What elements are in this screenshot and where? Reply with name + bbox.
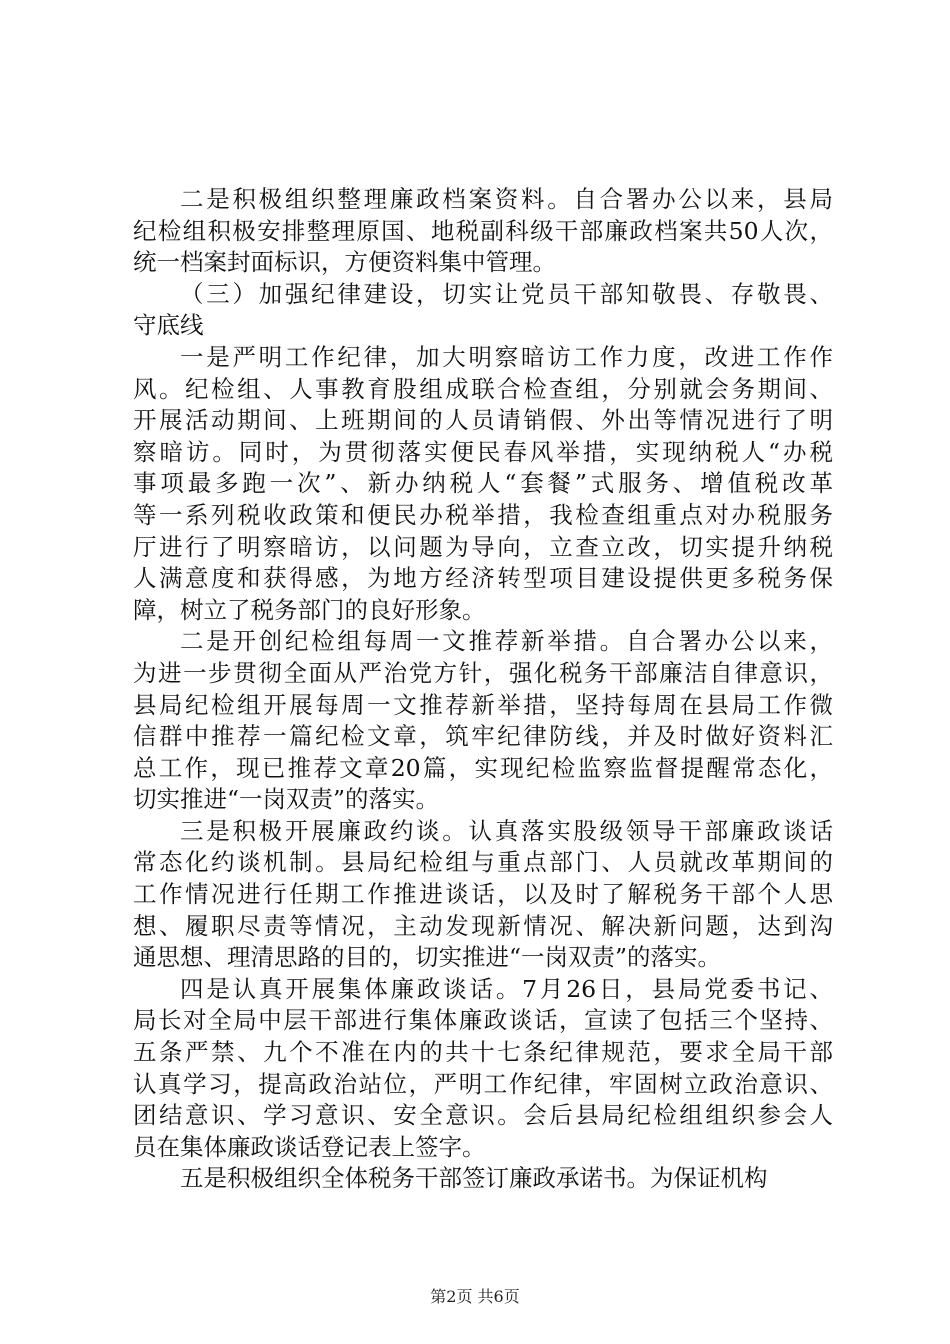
text-line: 厅进行了明察暗访，以问题为导向，立查立改，切实提升纳税 xyxy=(133,532,833,561)
text-line: 总工作，现已推荐文章20篇，实现纪检监察监督提醒常态化， xyxy=(133,753,833,782)
text-line: 纪检组积极安排整理原国、地税副科级干部廉政档案共50人次， xyxy=(133,216,833,245)
body-text xyxy=(133,184,833,1195)
text-line: 通思想、理清思路的目的，切实推进“一岗双责”的落实。 xyxy=(133,943,722,972)
text-line: 人满意度和获得感，为地方经济转型项目建设提供更多税务保 xyxy=(133,564,833,593)
text-line: 常态化约谈机制。县局纪检组与重点部门、人员就改革期间的 xyxy=(133,848,833,877)
text-line: 统一档案封面标识，方便资料集中管理。 xyxy=(133,248,556,277)
text-line: 信群中推荐一篇纪检文章，筑牢纪律防线，并及时做好资料汇 xyxy=(133,722,833,751)
page-number-footer: 第2页 共6页 xyxy=(430,1287,520,1306)
text-line: 五是积极组织全体税务干部签订廉政承诺书。为保证机构 xyxy=(180,1164,768,1193)
text-line: 察暗访。同时，为贯彻落实便民春风举措，实现纳税人“办税 xyxy=(133,437,833,466)
section-heading: 守底线 xyxy=(133,311,204,340)
text-line: 团结意识、学习意识、安全意识。会后县局纪检组组织参会人 xyxy=(133,1101,833,1130)
text-line: 为进一步贯彻全面从严治党方针，强化税务干部廉洁自律意识， xyxy=(133,658,833,687)
text-line: 事项最多跑一次”、新办纳税人“套餐”式服务、增值税改革 xyxy=(133,469,833,498)
text-line: 二是开创纪检组每周一文推荐新举措。自合署办公以来， xyxy=(180,627,833,656)
text-line: 等一系列税收政策和便民办税举措，我检查组重点对办税服务 xyxy=(133,500,833,529)
text-line: 风。纪检组、人事教育股组成联合检查组，分别就会务期间、 xyxy=(133,374,833,403)
text-line: 想、履职尽责等情况，主动发现新情况、解决新问题，达到沟 xyxy=(133,911,833,940)
text-line: 一是严明工作纪律，加大明察暗访工作力度，改进工作作 xyxy=(180,342,833,371)
text-line: 切实推进“一岗双责”的落实。 xyxy=(133,785,440,814)
section-heading: （三）加强纪律建设，切实让党员干部知敬畏、存敬畏、 xyxy=(180,279,833,308)
text-line: 局长对全局中层干部进行集体廉政谈话，宣读了包括三个坚持、 xyxy=(133,1006,833,1035)
text-line: 三是积极开展廉政约谈。认真落实股级领导干部廉政谈话 xyxy=(180,816,833,845)
text-line: 员在集体廉政谈话登记表上签字。 xyxy=(133,1132,486,1161)
text-line: 四是认真开展集体廉政谈话。7月26日，县局党委书记、 xyxy=(180,974,833,1003)
text-line: 认真学习，提高政治站位，严明工作纪律，牢固树立政治意识、 xyxy=(133,1069,833,1098)
text-line: 县局纪检组开展每周一文推荐新举措，坚持每周在县局工作微 xyxy=(133,690,833,719)
text-line: 障，树立了税务部门的良好形象。 xyxy=(133,595,486,624)
text-line: 五条严禁、九个不准在内的共十七条纪律规范，要求全局干部 xyxy=(133,1038,833,1067)
text-line: 开展活动期间、上班期间的人员请销假、外出等情况进行了明 xyxy=(133,406,833,435)
text-line: 工作情况进行任期工作推进谈话，以及时了解税务干部个人思 xyxy=(133,880,833,909)
text-line: 二是积极组织整理廉政档案资料。自合署办公以来，县局 xyxy=(180,185,833,213)
